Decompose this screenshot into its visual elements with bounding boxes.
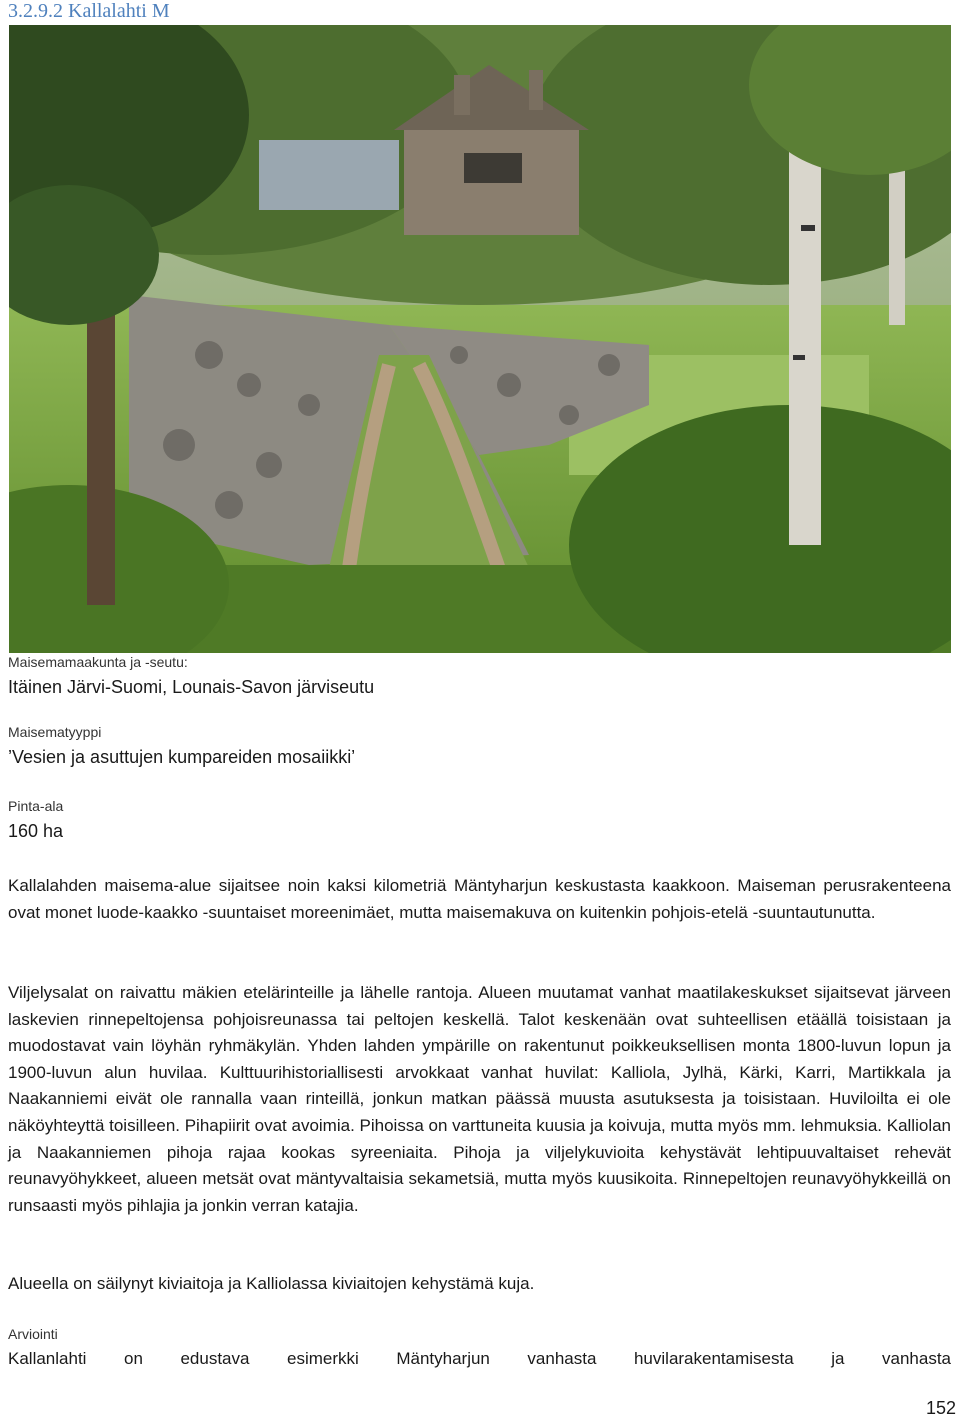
landscape-photo: [9, 25, 951, 653]
paragraph-cultivation: Viljelysalat on raivattu mäkien etelärinteille ja lähelle rantoja. Alueen muutamat vanhat maatilakeskukset sijaitsevat järveen laskevien rinnepeltojensa pohjoisreunassa tai peltojen keskellä. Talot keskenään ovat suhteellisen etäällä toisistaan ja muodostavat vain löyhän ryhmäkylän. Yhden lahden ympärille on rakentunut poikkeuksellisen monta 1800-luvun lopun ja 1900-luvun alun huvilaa. Kulttuurihistoriallisesti arvokkaat vanhat huvilat: Kalliola, Jylhä, Kärki, Karri, Martikkala ja Naakanniemi eivät ole rannalla vaan rinteillä, jonkun matkan päässä muusta asutuksesta ja toisistaan. Huviloilta ei ole näköyhteyttä toisilleen. Pihapiirit ovat avoimia. Pihoissa on varttuneita kuusia ja koivuja, mutta myös mm. lehmuksia. Kalliolan ja Naakanniemen pihoja rajaa kookas syreeniaita. Pihoja ja viljelykuvioita kehystävät lehtipuuvaltaiset rehevät reunavyöhykkeet, alueen metsät ovat mäntyvaltaisia sekametsiä, mutta myös kuusikoita. Rinnepeltojen reunavyöhykkeillä on runsaasti myös pihlajia ja jonkin verran katajia.: [8, 983, 952, 1215]
field-value-area: 160 ha: [8, 821, 64, 841]
field-label-area: Pinta-ala: [8, 798, 64, 814]
field-value-landscape-province: Itäinen Järvi-Suomi, Lounais-Savon järviseutu: [8, 677, 375, 697]
field-label-landscape-type: Maisematyyppi: [8, 724, 102, 740]
field-value-landscape-type: ’Vesien ja asuttujen kumpareiden mosaiikki’: [8, 747, 356, 767]
section-heading: 3.2.9.2 Kallalahti M: [8, 0, 170, 22]
field-label-landscape-province: Maisemamaakunta ja -seutu:: [8, 654, 188, 670]
page-number: 152: [925, 1398, 956, 1418]
paragraph-stone-walls: Alueella on säilynyt kiviaitoja ja Kalliolassa kiviaitojen kehystämä kuja.: [8, 1274, 535, 1293]
assessment-text: Kallanlahti on edustava esimerkki Mäntyharjun vanhasta huvilarakentamisesta ja vanhasta: [8, 1349, 951, 1368]
assessment-heading: Arviointi: [8, 1326, 58, 1342]
paragraph-intro: Kallalahden maisema-alue sijaitsee noin kaksi kilometriä Mäntyharjun keskustasta kaakkoon. Maiseman perusrakenteena ovat monet luode-kaakko -suuntaiset moreenimäet, mutta maisemakuva on kuitenkin pohjois-etelä -suuntautunutta.: [8, 876, 951, 922]
